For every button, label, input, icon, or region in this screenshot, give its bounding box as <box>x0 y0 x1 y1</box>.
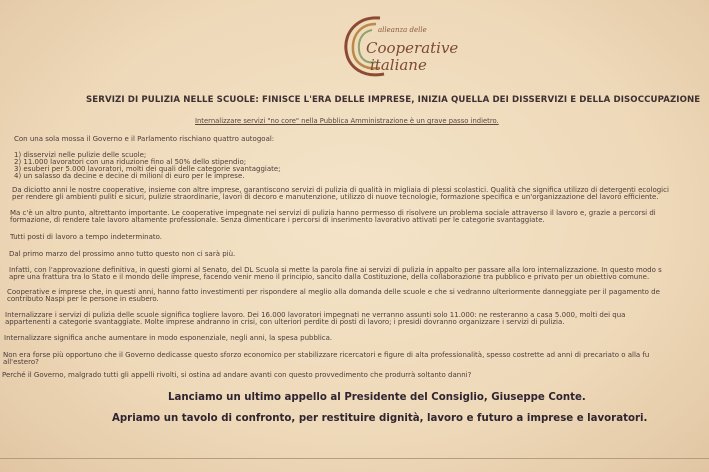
body-line: per rendere gli ambienti puliti e sicuri, pulizie straordinarie, lavori di decoro e manutenzione, utilizzo di nuove tecnologie, formazione specifica e un'organizzazione del lavoro efficiente. <box>12 193 659 201</box>
body-line: Cooperative e imprese che, in questi anni, hanno fatto investimenti per rispondere al meglio alla domanda delle scuole e che si vedranno ulteriormente danneggiate per il pagamento de <box>7 288 660 296</box>
body-line: Internalizzare significa anche aumentare in modo esponenziale, negli anni, la spesa pubblica. <box>4 334 333 342</box>
body-line: Da diciotto anni le nostre cooperative, insieme con altre imprese, garantiscono servizi di pulizia di qualità in migliaia di plessi scolastici. Qualità che significa utilizzo di detergenti ecologici <box>12 186 669 194</box>
page-title: SERVIZI DI PULIZIA NELLE SCUOLE: FINISCE L'ERA DELLE IMPRESE, INIZIA QUELLA DEI DISSERVIZI E DELLA DISOCCUPAZIONE <box>86 95 701 105</box>
body-line: 2) 11.000 lavoratori con una riduzione fino al 50% dello stipendio; <box>14 158 247 166</box>
body-line: Infatti, con l'approvazione definitiva, in questi giorni al Senato, del DL Scuola si mette la parola fine ai servizi di pulizia in appalto per passare alla loro internalizzazione. In questo modo s <box>9 266 662 274</box>
body-line: Ma c'è un altro punto, altrettanto importante. Le cooperative impegnate nei servizi di pulizia hanno permesso di risolvere un problema sociale attraverso il lavoro e, grazie a percorsi di <box>10 209 656 217</box>
body-line: apre una frattura tra lo Stato e il mondo delle imprese, facendo venir meno il principio, sancito dalla Costituzione, della collaborazione tra pubblico e privato per un obiettivo comune. <box>9 273 650 281</box>
body-line: Non era forse più opportuno che il Governo dedicasse questo sforzo economico per stabilizzare ricercatori e figure di alta professionalità, spesso costrette ad anni di precariato o alla fu <box>3 351 650 359</box>
body-line: Perché il Governo, malgrado tutti gli appelli rivolti, si ostina ad andare avanti con questo provvedimento che produrrà soltanto danni? <box>2 371 472 379</box>
body-line: appartenenti a categorie svantaggiate. Molte imprese andranno in crisi, con ulteriori perdite di posti di lavoro; i presidi dovranno organizzare i servizi di pulizia. <box>5 318 565 326</box>
alleanza-cooperative-logo <box>340 12 459 82</box>
body-line: Tutti posti di lavoro a tempo indeterminato. <box>10 233 162 241</box>
body-line: Dal primo marzo del prossimo anno tutto questo non ci sarà più. <box>9 250 236 258</box>
logo-line-italiane: italiane <box>370 56 427 74</box>
page-subtitle: Internalizzare servizi "no core" nella Pubblica Amministrazione è un grave passo indietro. <box>195 117 499 125</box>
logo-line-alleanza: alleanza delle <box>378 26 427 34</box>
body-line: all'estero? <box>3 358 39 366</box>
body-line: 3) esuberi per 5.000 lavoratori, molti dei quali delle categorie svantaggiate; <box>14 165 281 173</box>
logo-line-cooperative: Cooperative <box>366 39 459 57</box>
page-fold-line <box>0 458 709 459</box>
closing-proposal: Apriamo un tavolo di confronto, per restituire dignità, lavoro e futuro a imprese e lavoratori. <box>112 413 648 424</box>
body-line: formazione, di rendere tale lavoro altamente professionale. Senza dimenticare i percorsi di inserimento lavorativo attivati per le categorie svantaggiate. <box>10 216 545 224</box>
closing-appeal: Lanciamo un ultimo appello al Presidente del Consiglio, Giuseppe Conte. <box>168 392 586 403</box>
body-line: contributo Naspi per le persone in esubero. <box>7 295 159 303</box>
body-line: 1) disservizi nelle pulizie delle scuole; <box>14 151 147 159</box>
body-line: Internalizzare i servizi di pulizia delle scuole significa togliere lavoro. Dei 16.000 lavoratori impegnati ne verranno assunti solo 11.000: ne resteranno a casa 5.000, molti dei qua <box>5 311 626 319</box>
body-line: 4) un salasso da decine e decine di milioni di euro per le imprese. <box>14 172 245 180</box>
body-line: Con una sola mossa il Governo e il Parlamento rischiano quattro autogoal: <box>14 135 275 143</box>
